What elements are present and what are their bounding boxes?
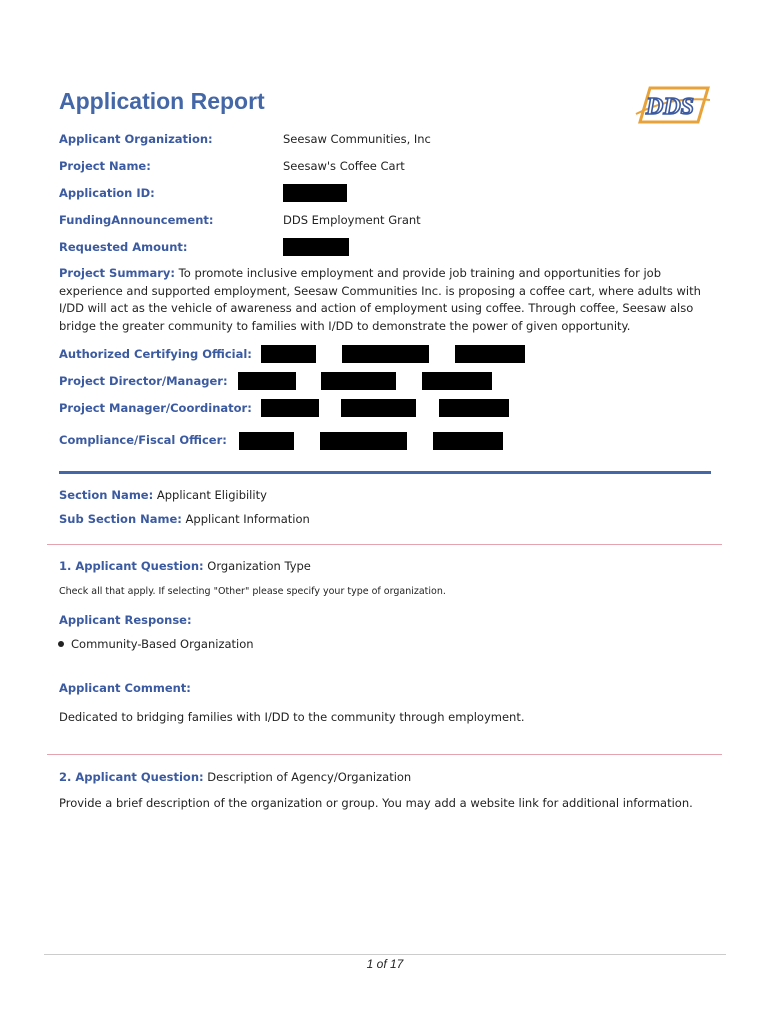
redacted-name	[341, 399, 416, 417]
section-name-value: Applicant Eligibility	[153, 488, 267, 502]
question-1-instruction: Check all that apply. If selecting "Other" please specify your type of organization.	[59, 586, 446, 597]
page-number: 1 of 17	[366, 957, 404, 971]
redacted-name	[433, 432, 503, 450]
response-value: Community-Based Organization	[71, 637, 254, 651]
official-label-coordinator: Project Manager/Coordinator:	[59, 401, 252, 415]
question-1-title: Organization Type	[203, 559, 311, 573]
field-value-project-name: Seesaw's Coffee Cart	[283, 159, 405, 173]
field-label-organization: Applicant Organization:	[59, 132, 213, 146]
field-label-application-id: Application ID:	[59, 186, 155, 200]
question-2-title: Description of Agency/Organization	[203, 770, 412, 784]
field-label-funding: FundingAnnouncement:	[59, 213, 214, 227]
section-divider	[59, 471, 711, 474]
redacted-name	[321, 372, 396, 390]
redacted-name	[261, 399, 319, 417]
redacted-name	[239, 432, 294, 450]
field-label-requested-amount: Requested Amount:	[59, 240, 188, 254]
section-name	[59, 488, 267, 502]
response-label: Applicant Response:	[59, 613, 192, 627]
summary-label: Project Summary:	[59, 266, 176, 280]
question-2-label: 2. Applicant Question:	[59, 770, 204, 784]
redacted-name	[238, 372, 296, 390]
redacted-requested-amount	[283, 238, 349, 256]
question-2	[59, 770, 411, 784]
field-value-funding: DDS Employment Grant	[283, 213, 421, 227]
page-title: Application Report	[59, 88, 265, 114]
redacted-name	[422, 372, 492, 390]
summary-text: To promote inclusive employment and provide job training and opportunities for job experience and supported employment, Seesaw Communities Inc. is proposing a coffee cart, where adults with I/DD will act as the vehicle of awareness and action of employment using coffee. Through coffee, Seesaw also bridge the greater community to families with I/DD to demonstrate the power of given opportunity.	[59, 266, 701, 333]
redacted-name	[439, 399, 509, 417]
sub-section-name	[59, 512, 310, 526]
question-divider	[47, 544, 722, 545]
project-summary	[59, 265, 715, 335]
sub-section-label: Sub Section Name:	[59, 512, 182, 526]
redacted-name	[261, 345, 316, 363]
question-1-label: 1. Applicant Question:	[59, 559, 204, 573]
question-divider	[47, 754, 722, 755]
official-label-certifying: Authorized Certifying Official:	[59, 347, 252, 361]
comment-value: Dedicated to bridging families with I/DD to the community through employment.	[59, 710, 525, 724]
field-value-organization: Seesaw Communities, Inc	[283, 132, 431, 146]
logo-text: DDS	[646, 94, 695, 120]
redacted-name	[320, 432, 407, 450]
redacted-application-id	[283, 184, 347, 202]
question-1	[59, 559, 311, 573]
field-label-project-name: Project Name:	[59, 159, 151, 173]
redacted-name	[342, 345, 429, 363]
official-label-director: Project Director/Manager:	[59, 374, 228, 388]
footer-divider	[44, 954, 726, 955]
question-2-instruction: Provide a brief description of the organization or group. You may add a website link for additional information.	[59, 796, 693, 810]
dds-logo	[632, 84, 712, 126]
sub-section-value: Applicant Information	[181, 512, 310, 526]
comment-label: Applicant Comment:	[59, 681, 191, 695]
redacted-name	[455, 345, 525, 363]
official-label-compliance: Compliance/Fiscal Officer:	[59, 433, 227, 447]
section-name-label: Section Name:	[59, 488, 154, 502]
bullet-icon	[58, 641, 64, 647]
